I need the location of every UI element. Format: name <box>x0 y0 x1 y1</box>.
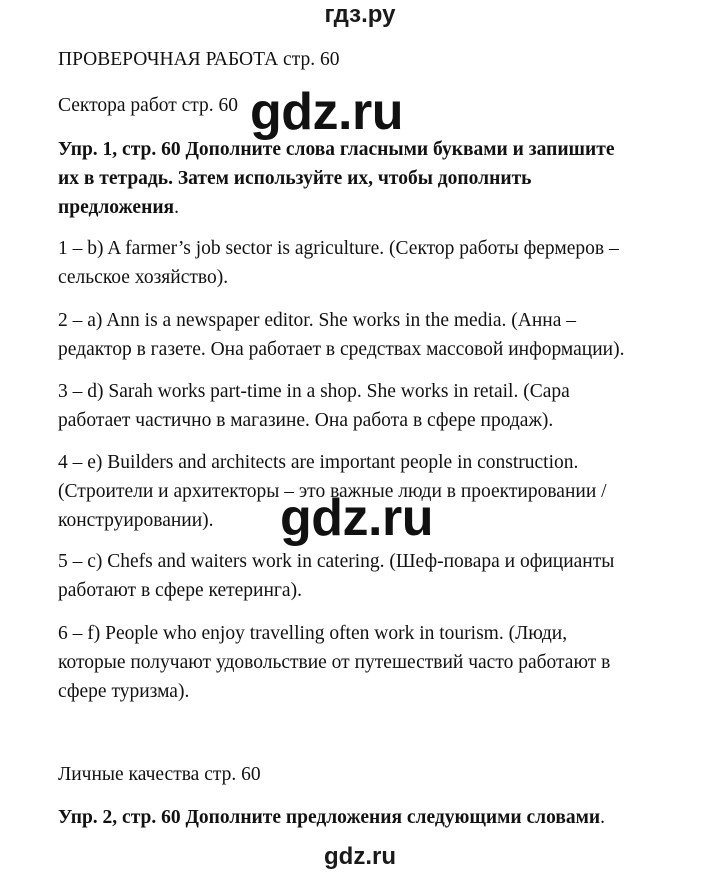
answer-4-line-1: 4 – e) Builders and architects are important people in construction. <box>58 452 579 473</box>
section-heading-job-sectors: Сектора работ стр. 60 <box>58 95 239 116</box>
watermark-logo: gdz.ru <box>280 489 433 547</box>
document-title: ПРОВЕРОЧНАЯ РАБОТА стр. 60 <box>58 49 340 70</box>
section-heading-personal-qualities: Личные качества стр. 60 <box>58 764 261 785</box>
exercise-2-instruction <box>58 803 605 832</box>
site-header[interactable]: гдз.ру <box>324 1 396 28</box>
watermark-logo: gdz.ru <box>250 83 403 141</box>
answer-4-line-2: (Строители и архитекторы – это важные люди в проектировании / <box>58 481 607 502</box>
exercise-2-instruction-bold: Упр. 2, стр. 60 Дополните предложения следующими словами <box>58 807 601 828</box>
exercise-2-instruction-period: . <box>600 807 606 828</box>
answer-2-line-2: редактор в газете. Она работает в средствах массовой информации). <box>58 339 625 360</box>
exercise-1-instruction-line-3 <box>58 193 179 222</box>
exercise-1-instruction-line-1: Упр. 1, стр. 60 Дополните слова гласными буквами и запишите <box>58 139 615 160</box>
answer-6-line-1: 6 – f) People who enjoy travelling often work in tourism. (Люди, <box>58 623 568 644</box>
answer-1-line-2: сельское хозяйство). <box>58 267 229 288</box>
answer-6-line-3: сфере туризма). <box>58 681 190 702</box>
answer-3-line-1: 3 – d) Sarah works part-time in a shop. She works in retail. (Сара <box>58 381 570 402</box>
answer-5-line-2: работают в сфере кетеринга). <box>58 580 302 601</box>
site-footer[interactable]: gdz.ru <box>324 843 396 870</box>
answer-3-line-2: работает частично в магазине. Она работа в сфере продаж). <box>58 410 554 431</box>
exercise-1-instruction-line-2: их в тетрадь. Затем используйте их, чтобы дополнить <box>58 168 532 189</box>
exercise-1-instruction-period: . <box>174 197 179 218</box>
answer-4-line-3: конструировании). <box>58 510 214 531</box>
answer-6-line-2: которые получают удовольствие от путешествий часто работают в <box>58 652 611 673</box>
answer-2-line-1: 2 – a) Ann is a newspaper editor. She works in the media. (Анна – <box>58 310 577 331</box>
exercise-1-instruction-bold: предложения <box>58 197 175 218</box>
answer-1-line-1: 1 – b) A farmer’s job sector is agriculture. (Сектор работы фермеров – <box>58 238 619 259</box>
answer-5-line-1: 5 – c) Chefs and waiters work in catering. (Шеф-повара и официанты <box>58 551 615 572</box>
